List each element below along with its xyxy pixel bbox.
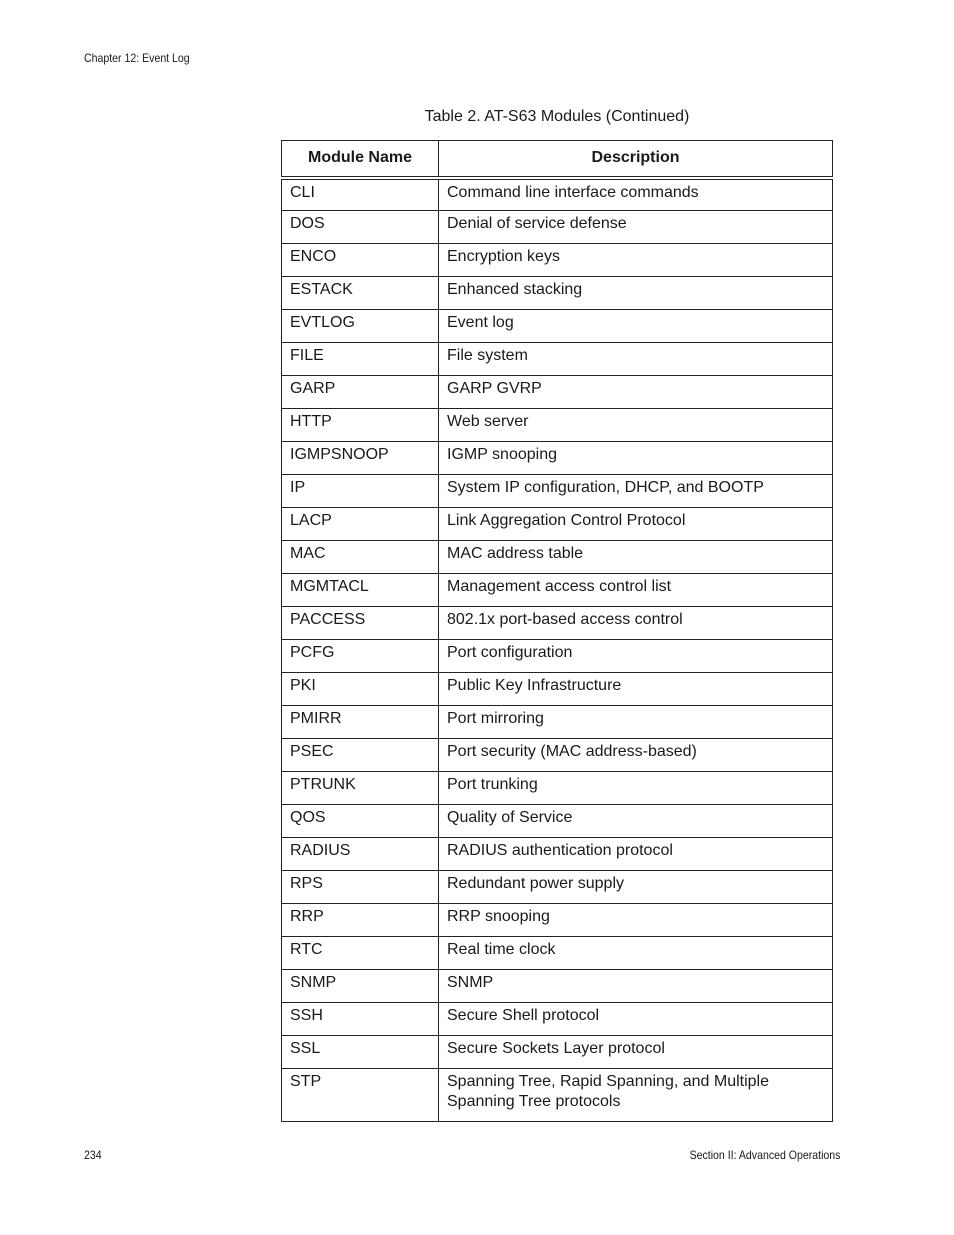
section-footer: Section II: Advanced Operations xyxy=(689,1148,840,1162)
module-name-cell: QOS xyxy=(282,805,439,838)
description-cell: Link Aggregation Control Protocol xyxy=(439,508,833,541)
table-row xyxy=(282,937,833,970)
module-name-cell: SNMP xyxy=(282,970,439,1003)
description-cell: Enhanced stacking xyxy=(439,277,833,310)
description-cell: System IP configuration, DHCP, and BOOTP xyxy=(439,475,833,508)
module-name-cell: SSH xyxy=(282,1003,439,1036)
table-row xyxy=(282,178,833,211)
table-row xyxy=(282,508,833,541)
module-name-cell: SSL xyxy=(282,1036,439,1069)
table-row xyxy=(282,706,833,739)
table-row xyxy=(282,442,833,475)
description-cell: SNMP xyxy=(439,970,833,1003)
module-name-cell: RADIUS xyxy=(282,838,439,871)
table-row xyxy=(282,673,833,706)
table-row xyxy=(282,640,833,673)
table-row xyxy=(282,904,833,937)
description-cell: Event log xyxy=(439,310,833,343)
column-header-module-name: Module Name xyxy=(282,141,439,178)
table-row xyxy=(282,343,833,376)
table-row xyxy=(282,310,833,343)
table-row xyxy=(282,277,833,310)
module-name-cell: RTC xyxy=(282,937,439,970)
description-cell: 802.1x port-based access control xyxy=(439,607,833,640)
description-cell: Secure Shell protocol xyxy=(439,1003,833,1036)
module-name-cell: DOS xyxy=(282,211,439,244)
table-row xyxy=(282,574,833,607)
description-cell: Quality of Service xyxy=(439,805,833,838)
table-row xyxy=(282,211,833,244)
table-row xyxy=(282,1003,833,1036)
module-name-cell: PTRUNK xyxy=(282,772,439,805)
module-name-cell: FILE xyxy=(282,343,439,376)
description-cell: Command line interface commands xyxy=(439,178,833,211)
modules-table xyxy=(281,140,833,1122)
table-row xyxy=(282,1036,833,1069)
module-name-cell: PCFG xyxy=(282,640,439,673)
description-cell: Port configuration xyxy=(439,640,833,673)
description-cell: MAC address table xyxy=(439,541,833,574)
description-cell: Denial of service defense xyxy=(439,211,833,244)
description-cell: RADIUS authentication protocol xyxy=(439,838,833,871)
table-row xyxy=(282,607,833,640)
page-number: 234 xyxy=(84,1148,102,1162)
table-caption: Table 2. AT-S63 Modules (Continued) xyxy=(424,108,690,125)
module-name-cell: HTTP xyxy=(282,409,439,442)
table-row xyxy=(282,376,833,409)
description-cell: Spanning Tree, Rapid Spanning, and Multiple Spanning Tree protocols xyxy=(439,1069,833,1122)
module-name-cell: RPS xyxy=(282,871,439,904)
module-name-cell: RRP xyxy=(282,904,439,937)
table-row xyxy=(282,805,833,838)
module-name-cell: IGMPSNOOP xyxy=(282,442,439,475)
table-row xyxy=(282,409,833,442)
module-name-cell: PMIRR xyxy=(282,706,439,739)
module-name-cell: CLI xyxy=(282,178,439,211)
description-cell: Public Key Infrastructure xyxy=(439,673,833,706)
table-header-row xyxy=(282,141,833,178)
table-row xyxy=(282,772,833,805)
table-row xyxy=(282,838,833,871)
module-name-cell: MAC xyxy=(282,541,439,574)
module-name-cell: PSEC xyxy=(282,739,439,772)
column-header-description: Description xyxy=(439,141,833,178)
table-body xyxy=(282,178,833,1122)
module-name-cell: ENCO xyxy=(282,244,439,277)
table-row xyxy=(282,970,833,1003)
table-row xyxy=(282,244,833,277)
description-cell: Port trunking xyxy=(439,772,833,805)
table-row xyxy=(282,739,833,772)
table-row xyxy=(282,1069,833,1122)
module-name-cell: GARP xyxy=(282,376,439,409)
module-name-cell: ESTACK xyxy=(282,277,439,310)
description-cell: IGMP snooping xyxy=(439,442,833,475)
description-cell: Redundant power supply xyxy=(439,871,833,904)
running-header: Chapter 12: Event Log xyxy=(84,51,190,65)
description-cell: Port mirroring xyxy=(439,706,833,739)
module-name-cell: PACCESS xyxy=(282,607,439,640)
module-name-cell: IP xyxy=(282,475,439,508)
description-cell: GARP GVRP xyxy=(439,376,833,409)
description-cell: Management access control list xyxy=(439,574,833,607)
module-name-cell: STP xyxy=(282,1069,439,1122)
table-row xyxy=(282,541,833,574)
description-cell: Real time clock xyxy=(439,937,833,970)
description-cell: Port security (MAC address-based) xyxy=(439,739,833,772)
table-row xyxy=(282,871,833,904)
module-name-cell: EVTLOG xyxy=(282,310,439,343)
description-cell: RRP snooping xyxy=(439,904,833,937)
module-name-cell: MGMTACL xyxy=(282,574,439,607)
module-name-cell: PKI xyxy=(282,673,439,706)
description-cell: Web server xyxy=(439,409,833,442)
description-cell: Encryption keys xyxy=(439,244,833,277)
description-cell: Secure Sockets Layer protocol xyxy=(439,1036,833,1069)
table-row xyxy=(282,475,833,508)
description-cell: File system xyxy=(439,343,833,376)
module-name-cell: LACP xyxy=(282,508,439,541)
